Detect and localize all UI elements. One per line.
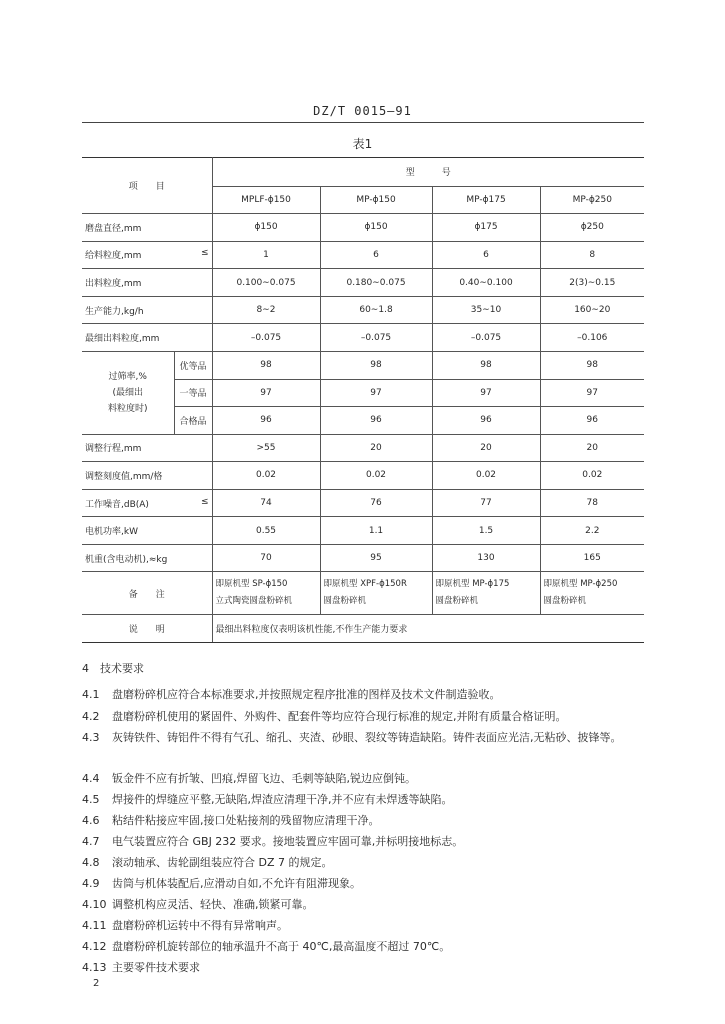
row-label: 生产能力,kg/h [82,296,212,324]
table-cell: 35∼10 [432,296,540,324]
screen-rate-label: 过筛率,% (最细出 料粒度时) [82,351,174,434]
table-cell: 96 [320,407,432,435]
table-cell: 160∼20 [540,296,644,324]
table-cell: 165 [540,544,644,572]
remark-cell: 即原机型 SP-ϕ150 立式陶瓷圆盘粉碎机 [212,572,320,615]
requirement-item: 4.1 盘磨粉碎机应符合本标准要求,并按照规定程序批准的图样及技术文件制造验收。 [82,688,501,701]
table-cell: 97 [540,379,644,407]
requirement-item: 4.8 滚动轴承、齿轮副组装应符合 DZ 7 的规定。 [82,856,333,869]
table-cell: 20 [540,434,644,462]
model-header: 型 号 [212,158,644,187]
table-cell: 97 [212,379,320,407]
table-cell: 76 [320,489,432,517]
table-cell: 60∼1.8 [320,296,432,324]
table-cell: 96 [212,407,320,435]
table-cell: 98 [320,351,432,379]
table-cell: 2(3)∼0.15 [540,269,644,297]
table-cell: 95 [320,544,432,572]
table-cell: 20 [432,434,540,462]
table-cell: 1.1 [320,517,432,545]
table-cell: 6 [320,241,432,269]
table-cell: 98 [540,351,644,379]
requirement-item: 4.6 粘结件粘接应牢固,接口处粘接剂的残留物应清理干净。 [82,814,380,827]
requirement-item: 4.3 灰铸铁件、铸铝件不得有气孔、缩孔、夹渣、砂眼、裂纹等铸造缺陷。铸件表面应光洁,无粘砂、披锋等。 [82,731,622,744]
table-cell: 1 [212,241,320,269]
table-cell: ϕ150 [320,214,432,242]
section-title: 4 技术要求 [82,662,144,675]
row-label: 电机功率,kW [82,517,212,545]
table-cell: 6 [432,241,540,269]
table-cell: –0.075 [212,324,320,352]
table-cell: 97 [320,379,432,407]
table-cell: 0.55 [212,517,320,545]
table-cell: 78 [540,489,644,517]
document-code-header: DZ/T 0015—91 [313,104,412,118]
table-cell: –0.075 [320,324,432,352]
table-cell: ϕ250 [540,214,644,242]
table-cell: ϕ175 [432,214,540,242]
table-cell: 97 [432,379,540,407]
explain-text: 最细出料粒度仅表明该机性能,不作生产能力要求 [212,615,644,643]
table-cell: ϕ150 [212,214,320,242]
row-label: 磨盘直径,mm [82,214,212,242]
row-label: 最细出料粒度,mm [82,324,212,352]
requirement-item: 4.2 盘磨粉碎机使用的紧固件、外购件、配套件等均应符合现行标准的规定,并附有质量合格证明。 [82,710,567,723]
remark-cell: 即原机型 XPF-ϕ150R 圆盘粉碎机 [320,572,432,615]
requirement-item: 4.9 齿筒与机体装配后,应滑动自如,不允许有阻滞现象。 [82,877,361,890]
table-cell: 0.100∼0.075 [212,269,320,297]
page-number: 2 [93,978,100,989]
table-cell: 2.2 [540,517,644,545]
requirement-item: 4.5 焊接件的焊缝应平整,无缺陷,焊渣应清理干净,并不应有未焊透等缺陷。 [82,793,453,806]
model-name: MP-ϕ175 [432,186,540,214]
model-name: MP-ϕ250 [540,186,644,214]
row-label: 机重(含电动机),≈kg [82,544,212,572]
table-title: 表1 [352,137,373,151]
requirement-item: 4.13 主要零件技术要求 [82,961,200,974]
table-cell: 70 [212,544,320,572]
row-label: 给料粒度,mm ≤ [82,241,212,269]
row-label: 出料粒度,mm [82,269,212,297]
table-cell: 98 [212,351,320,379]
requirement-item: 4.4 钣金件不应有折皱、凹痕,焊留飞边、毛刺等缺陷,锐边应倒钝。 [82,772,416,785]
table-cell: 130 [432,544,540,572]
table-cell: 74 [212,489,320,517]
table-cell: >55 [212,434,320,462]
table-cell: 96 [540,407,644,435]
model-name: MPLF-ϕ150 [212,186,320,214]
model-name: MP-ϕ150 [320,186,432,214]
remarks-label: 备 注 [82,572,212,615]
table-cell: 0.180∼0.075 [320,269,432,297]
grade-label: 一等品 [174,379,212,407]
row-label: 调整行程,mm [82,434,212,462]
requirement-item: 4.12 盘磨粉碎机旋转部位的轴承温升不高于 40℃,最高温度不超过 70℃。 [82,940,451,953]
row-label: 调整刻度值,mm/格 [82,462,212,490]
requirement-item: 4.10 调整机构应灵活、轻快、准确,锁紧可靠。 [82,898,314,911]
remark-cell: 即原机型 MP-ϕ175 圆盘粉碎机 [432,572,540,615]
table-cell: 96 [432,407,540,435]
table-cell: 20 [320,434,432,462]
table-cell: 1.5 [432,517,540,545]
table-cell: 0.02 [540,462,644,490]
requirement-item: 4.7 电气装置应符合 GBJ 232 要求。接地装置应牢固可靠,并标明接地标志。 [82,835,464,848]
table-cell: –0.075 [432,324,540,352]
grade-label: 优等品 [174,351,212,379]
table-cell: 0.02 [320,462,432,490]
explain-label: 说 明 [82,615,212,643]
spec-table [82,157,644,643]
table-cell: 77 [432,489,540,517]
table-cell: 98 [432,351,540,379]
table-cell: 8∼2 [212,296,320,324]
table-cell: –0.106 [540,324,644,352]
table-cell: 0.02 [212,462,320,490]
table-cell: 8 [540,241,644,269]
remark-cell: 即原机型 MP-ϕ250 圆盘粉碎机 [540,572,644,615]
table-cell: 0.02 [432,462,540,490]
row-label: 工作噪音,dB(A) ≤ [82,489,212,517]
table-cell: 0.40∼0.100 [432,269,540,297]
item-header: 项 目 [82,158,212,214]
grade-label: 合格品 [174,407,212,435]
header-rule [82,122,644,123]
requirement-item: 4.11 盘磨粉碎机运转中不得有异常响声。 [82,919,288,932]
